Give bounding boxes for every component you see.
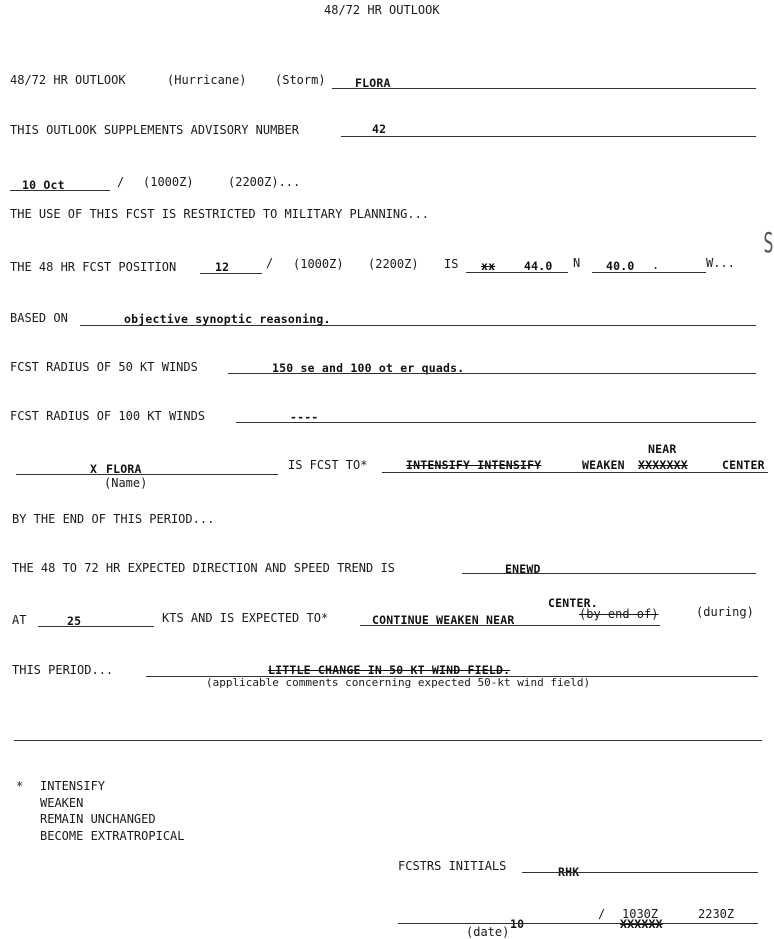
footnote-item-intensify: INTENSIFY [40,779,106,793]
extra-comment-line [14,740,762,741]
advisory-number-value: 42 [372,122,387,136]
storm-name-field-underline [16,474,278,475]
based-on-value: objective synoptic reasoning. [124,312,331,326]
outlook-label: 48/72 HR OUTLOOK [10,73,126,87]
is-fcst-to-label: IS FCST TO* [288,458,368,472]
footnote-item-become-extratropical: BECOME EXTRATROPICAL [40,829,185,843]
radius-100kt-label: FCST RADIUS OF 100 KT WINDS [10,409,206,423]
initials-value: RHK [558,865,580,879]
expected-underline [360,625,660,626]
issue-time-1000z: (1000Z) [143,175,194,189]
issue-date-slash: / [117,175,125,189]
trend-value-weaken: WEAKEN [582,458,625,472]
position-time-1000z: (1000Z) [293,257,344,271]
radius-50kt-label: FCST RADIUS OF 50 KT WINDS [10,360,198,374]
storm-name-caption: (Name) [104,476,148,490]
issue-date-underline [10,190,110,191]
issue-time-2200z: (2200Z)... [228,175,301,189]
position-time-2200z: (2200Z) [368,257,419,271]
storm-name-underline [332,88,756,89]
radius-100kt-value: ---- [290,410,319,424]
footnote-item-weaken: WEAKEN [40,796,84,810]
date-caption: (date) [466,925,510,939]
expected-value: CONTINUE WEAKEN NEAR [372,613,515,627]
margin-bracket-mark: S [763,226,774,259]
longitude-w: W... [706,256,735,270]
signature-day-value: 10 [510,917,525,931]
longitude-dot: . [652,258,660,272]
footnote-star: * [16,779,24,793]
position-day-value: 12 [215,260,230,274]
latitude-n: N [573,256,581,270]
position-label: THE 48 HR FCST POSITION [10,260,177,274]
radius-50kt-underline [228,373,756,374]
footnote-item-remain-unchanged: REMAIN UNCHANGED [40,812,156,826]
at-label: AT [12,613,27,627]
kts-expected-label: KTS AND IS EXPECTED TO* [162,611,329,625]
issue-date-value: 10 Oct [22,178,65,192]
direction-speed-value: ENEWD [505,562,541,576]
initials-underline [522,872,758,873]
radius-50kt-value: 150 se and 100 ot er quads. [272,361,465,375]
position-slash: / [266,256,274,270]
initials-label: FCSTRS INITIALS [398,859,507,873]
storm-name-value: FLORA [355,76,391,90]
storm-name-field-value: FLORA [106,462,142,476]
wind-field-value: LITTLE CHANGE IN 50 KT WIND FIELD. [268,663,511,677]
struck-intensify-text: INTENSIFY INTENSIFY [406,458,542,472]
signature-date-underline [398,923,758,924]
based-on-label: BASED ON [10,311,68,325]
trend-underline [382,472,768,473]
advisory-label: THIS OUTLOOK SUPPLEMENTS ADVISORY NUMBER [10,123,299,137]
storm-name-prefix: X [90,462,98,476]
restriction-notice: THE USE OF THIS FCST IS RESTRICTED TO MILITARY PLANNING... [10,207,430,221]
position-day-underline [200,273,262,274]
page-title: 48/72 HR OUTLOOK [324,3,440,17]
longitude-value: 40.0 [606,259,635,273]
speed-value: 25 [67,614,82,628]
near-inserted-text: NEAR [648,442,677,456]
position-is: IS [444,257,459,271]
center-inserted-text: CENTER. [548,596,598,610]
signature-time-2230z: 2230Z [698,907,735,921]
radius-100kt-underline [236,422,756,423]
trend-value-center: CENTER [722,458,765,472]
based-on-underline [80,325,756,326]
signature-struck-text: XXXXXX [620,917,663,931]
this-period-label: THIS PERIOD... [12,663,114,677]
wind-field-caption: (applicable comments concerning expected 50-kt wind field) [206,676,591,689]
direction-speed-label: THE 48 TO 72 HR EXPECTED DIRECTION AND SPEED TREND IS [12,561,395,575]
storm-option: (Storm) [275,73,326,87]
struck-near-text: XXXXXXX [638,458,688,472]
latitude-underline [466,272,568,273]
latitude-value: 44.0 [524,259,553,273]
signature-slash: / [598,907,606,921]
signature-time-1030z: 1030Z [622,907,659,921]
latitude-struck-text: xx [481,259,496,273]
direction-speed-underline [462,573,756,574]
during-option: (during) [696,605,754,619]
end-of-period-text: BY THE END OF THIS PERIOD... [12,512,215,526]
by-end-of-option: (by end of) [579,607,659,621]
hurricane-option: (Hurricane) [167,73,247,87]
longitude-underline [592,272,706,273]
speed-underline [38,626,154,627]
advisory-underline [341,136,756,137]
